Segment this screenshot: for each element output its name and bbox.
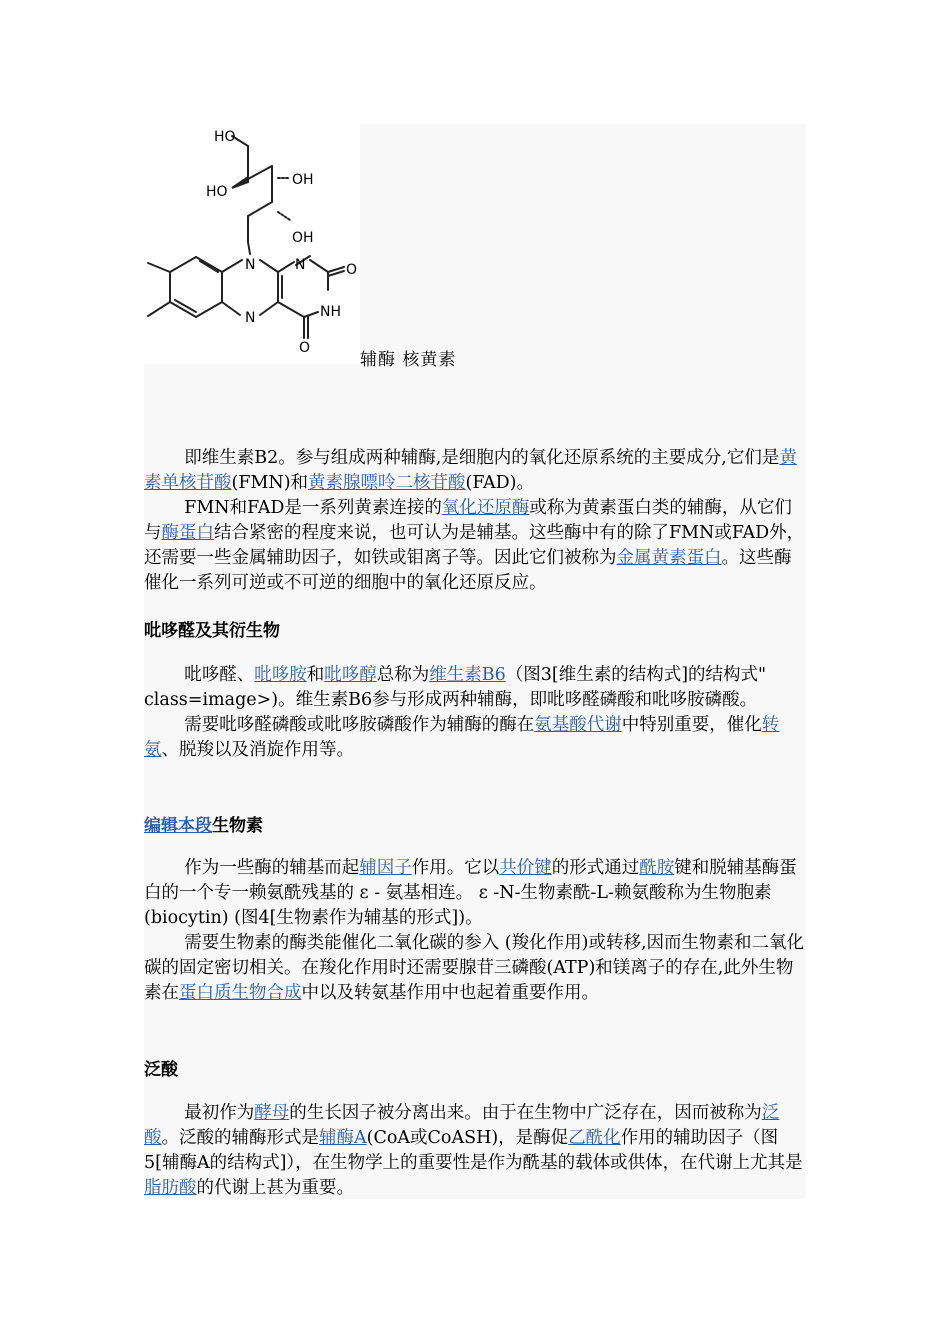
text-run: 作用的辅助因子（图5[辅酶A的结构式]），在生物学上的重要性是作为酰基的载体或供体，在代谢上尤其是 — [144, 1128, 803, 1173]
text-run: 和 — [306, 665, 325, 685]
link-oxidoreductase[interactable]: 氧化还原酶 — [441, 498, 530, 518]
molecule-label-ho-top: HO — [214, 129, 236, 145]
link-yeast[interactable]: 酵母 — [254, 1103, 290, 1123]
text-run: 中以及转氨基作用中也起着重要作用。 — [301, 983, 599, 1003]
text-run: 的生长因子被分离出来。由于在生物中广泛存在，因而被称为 — [289, 1103, 762, 1123]
link-fatty-acid[interactable]: 脂肪酸 — [144, 1178, 197, 1198]
molecule-label-n1: N — [295, 257, 306, 273]
pyridoxal-paragraph-2 — [144, 713, 808, 763]
text-run: 最初作为 — [184, 1103, 255, 1123]
pyridoxal-heading: 吡哆醛及其衍生物 — [144, 621, 280, 641]
pantothenic-paragraph-1 — [144, 1101, 808, 1201]
text-run: 中特别重要，催化 — [621, 715, 762, 735]
text-run: 需要生物素的酶类能催化二氧化碳的参入 (羧化作用)或转移,因而生物素和二氧化碳的固定密切相关。在羧化作用时还需要腺苷三磷酸(ATP)和镁离子的存在,此外生物素在 — [144, 933, 805, 1003]
link-fmn[interactable]: 黄素单核苷酸 — [144, 448, 797, 493]
link-vitamin-b6[interactable]: 维生素B6 — [429, 665, 506, 685]
edit-section-link[interactable]: 编辑本段 — [144, 816, 212, 836]
biotin-heading-text: 生物素 — [212, 816, 263, 836]
molecule-label-n10: N — [245, 257, 256, 273]
molecule-label-o4: O — [299, 340, 311, 356]
riboflavin-section — [144, 446, 808, 596]
link-coenzyme-a[interactable]: 辅酶A — [319, 1128, 367, 1148]
pyridoxal-section — [144, 663, 808, 763]
link-enzyme-protein[interactable]: 酶蛋白 — [161, 523, 214, 543]
image-caption: 辅酶 核黄素 — [360, 350, 457, 370]
pantothenic-heading: 泛酸 — [144, 1060, 178, 1080]
link-metalloflavoprotein[interactable]: 金属黄素蛋白 — [616, 548, 722, 568]
link-covalent-bond[interactable]: 共价键 — [499, 858, 552, 878]
molecule-label-o2: O — [346, 262, 358, 278]
biotin-paragraph-2 — [144, 931, 808, 1006]
link-pyridoxine[interactable]: 吡哆醇 — [324, 665, 377, 685]
text-run: 、脱羧以及消旋作用等。 — [161, 740, 354, 760]
text-run: 。泛酸的辅酶形式是 — [161, 1128, 319, 1148]
text-run: (FAD)。 — [465, 473, 534, 493]
pantothenic-section — [144, 1101, 808, 1201]
text-run: 。这些酶催化一系列可逆或不可逆的细胞中的氧化还原反应。 — [144, 548, 792, 593]
biotin-paragraph-1 — [144, 856, 808, 931]
biotin-section — [144, 856, 808, 1006]
text-run: 作用。它以 — [411, 858, 500, 878]
link-amide[interactable]: 酰胺 — [639, 858, 675, 878]
riboflavin-paragraph-1 — [144, 446, 808, 496]
text-run: 或称为黄素蛋白类的辅酶，从它们与 — [144, 498, 792, 543]
text-run: 的形式通过 — [551, 858, 640, 878]
link-fad[interactable]: 黄素腺嘌呤二核苷酸 — [308, 473, 466, 493]
molecule-label-oh-mid: OH — [292, 172, 314, 188]
link-transamination[interactable]: 转氨 — [144, 715, 780, 760]
text-run: 需要吡哆醛磷酸或吡哆胺磷酸作为辅酶的酶在 — [184, 715, 535, 735]
molecule-label-oh-low: OH — [292, 230, 314, 246]
molecule-label-n5: N — [245, 310, 256, 326]
text-run: 的代谢上甚为重要。 — [196, 1178, 354, 1198]
link-cofactor[interactable]: 辅因子 — [359, 858, 412, 878]
text-run: 即维生素B2。参与组成两种辅酶,是细胞内的氧化还原系统的主要成分,它们是 — [184, 448, 780, 468]
link-pyridoxamine[interactable]: 吡哆胺 — [254, 665, 307, 685]
riboflavin-paragraph-2 — [144, 496, 808, 596]
link-acetylation[interactable]: 乙酰化 — [568, 1128, 621, 1148]
text-run: 吡哆醛、 — [184, 665, 255, 685]
text-run: 键和脱辅基酶蛋白的一个专一赖氨酰残基的 ε - 氨基相连。 ε -N-生物素酰-L-赖氨酸称为生物胞素(biocytin) (图4[生物素作为辅基的形式])。 — [144, 858, 797, 928]
text-run: (FMN)和 — [231, 473, 309, 493]
molecule-label-nh: NH — [320, 304, 341, 320]
text-run: (CoA或CoASH)，是酶促 — [366, 1128, 569, 1148]
riboflavin-structure-image — [144, 124, 360, 364]
text-run: FMN和FAD是一系列黄素连接的 — [184, 498, 442, 518]
text-run: 作为一些酶的辅基而起 — [184, 858, 360, 878]
link-protein-synthesis[interactable]: 蛋白质生物合成 — [179, 983, 302, 1003]
biotin-heading — [144, 811, 263, 836]
molecule-label-ho-mid: HO — [206, 184, 228, 200]
text-run: （图3[维生素的结构式]的结构式" class=image>)。维生素B6参与形成两种辅酶，即吡哆醛磷酸和吡哆胺磷酸。 — [144, 665, 767, 710]
link-pantothenic-acid[interactable]: 泛酸 — [144, 1103, 780, 1148]
text-run: 结合紧密的程度来说，也可认为是辅基。这些酶中有的除了FMN或FAD外，还需要一些金属辅助因子，如铁或钼离子等。因此它们被称为 — [144, 523, 805, 568]
pyridoxal-paragraph-1 — [144, 663, 808, 713]
link-amino-acid-metabolism[interactable]: 氨基酸代谢 — [534, 715, 622, 735]
text-run: 总称为 — [376, 665, 430, 685]
